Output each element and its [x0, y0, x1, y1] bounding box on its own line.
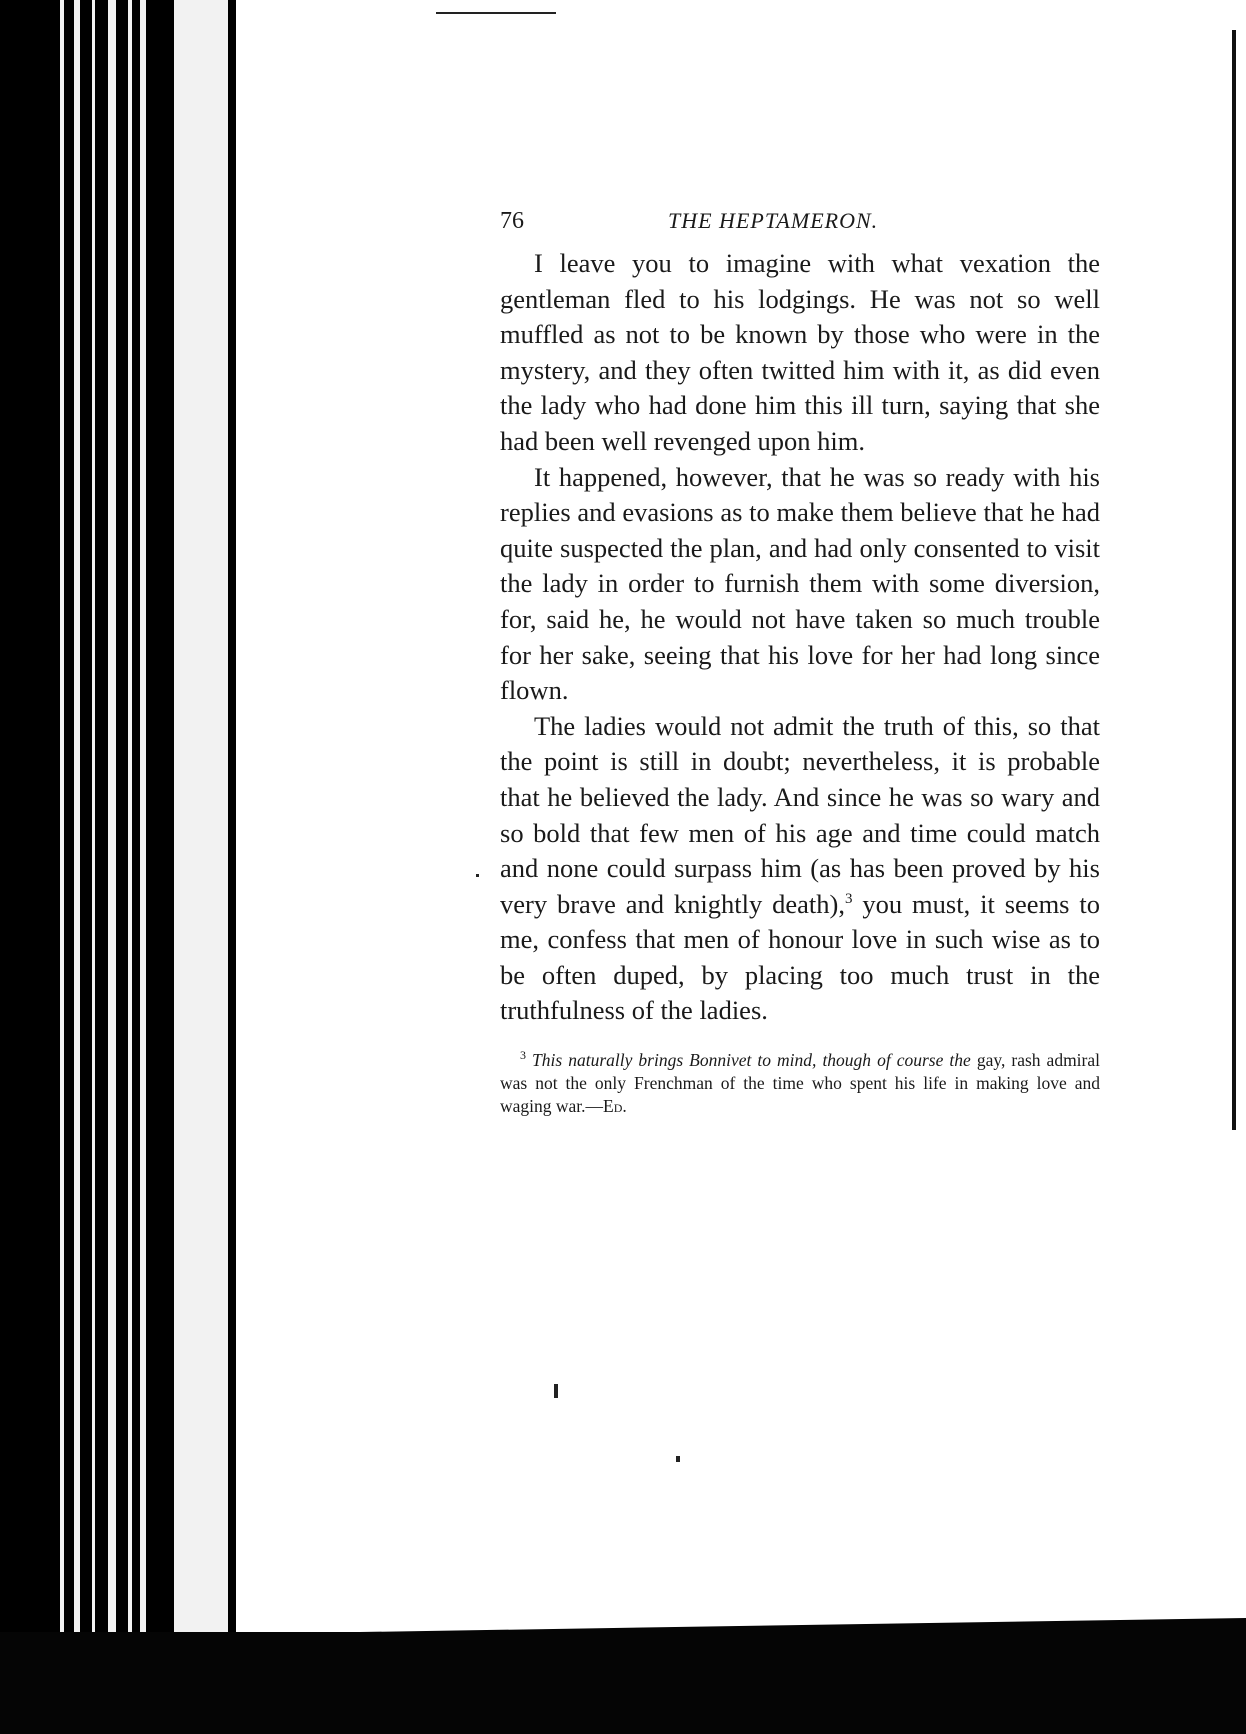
paragraph-1: I leave you to imagine with what vexation the gentleman fled to his lodgings. He was not so well muffled as not to be known by those who were in the mystery, and they often twitted him with it, as did even the lady who had done him this ill turn, saying that she had been well revenged upon him. — [500, 248, 1100, 456]
footnote-reference: 3 — [844, 890, 853, 907]
speck-mark — [676, 1456, 680, 1462]
paragraph-3-text: The ladies would not admit the truth of this, so that the point is still in doubt; nevertheless, it is probable that he believed the lady. And since he was so wary and so bold that few men of his age and time could match and none could surpass him (as has been proved by his very brave and knightly death), — [500, 710, 1100, 919]
page-header — [500, 200, 1100, 246]
footnote-number: 3 — [520, 1048, 526, 1063]
body-text — [500, 246, 1100, 1029]
book-page — [500, 200, 1100, 1118]
footnote — [500, 1049, 1100, 1118]
paragraph-3-continuation: you must, it seems to me, confess that men of honour love in such wise as to be often duped, by placing too much trust in the truthfulness of the ladies. — [500, 888, 1101, 1026]
footnote-text: gay, rash admiral was not the only Frenchman of the time who spent his life in making love and waging war.— — [500, 1050, 1100, 1117]
page-number: 76 — [500, 208, 524, 234]
paragraph-2: It happened, however, that he was so ready with his replies and evasions as to make them believe that he had quite suspected the plan, and had only consented to visit the lady in order to furnish them with some diversion, for, said he, he would not have taken so much trouble for her sake, seeing that his love for her had long since flown. — [500, 461, 1100, 706]
paragraph-3 — [500, 709, 1100, 1029]
right-page-edge — [1232, 30, 1236, 1130]
book-spine-shadow — [0, 0, 236, 1734]
speck-mark — [554, 1384, 558, 1398]
footnote-italic-text: This naturally brings Bonnivet to mind, though of course the — [532, 1050, 971, 1071]
page-edge-line — [436, 12, 556, 14]
running-title: THE HEPTAMERON. — [668, 208, 879, 233]
footnote-signature: Ed. — [603, 1096, 627, 1117]
bottom-scan-shadow — [0, 1632, 1246, 1734]
speck-mark — [476, 874, 479, 877]
